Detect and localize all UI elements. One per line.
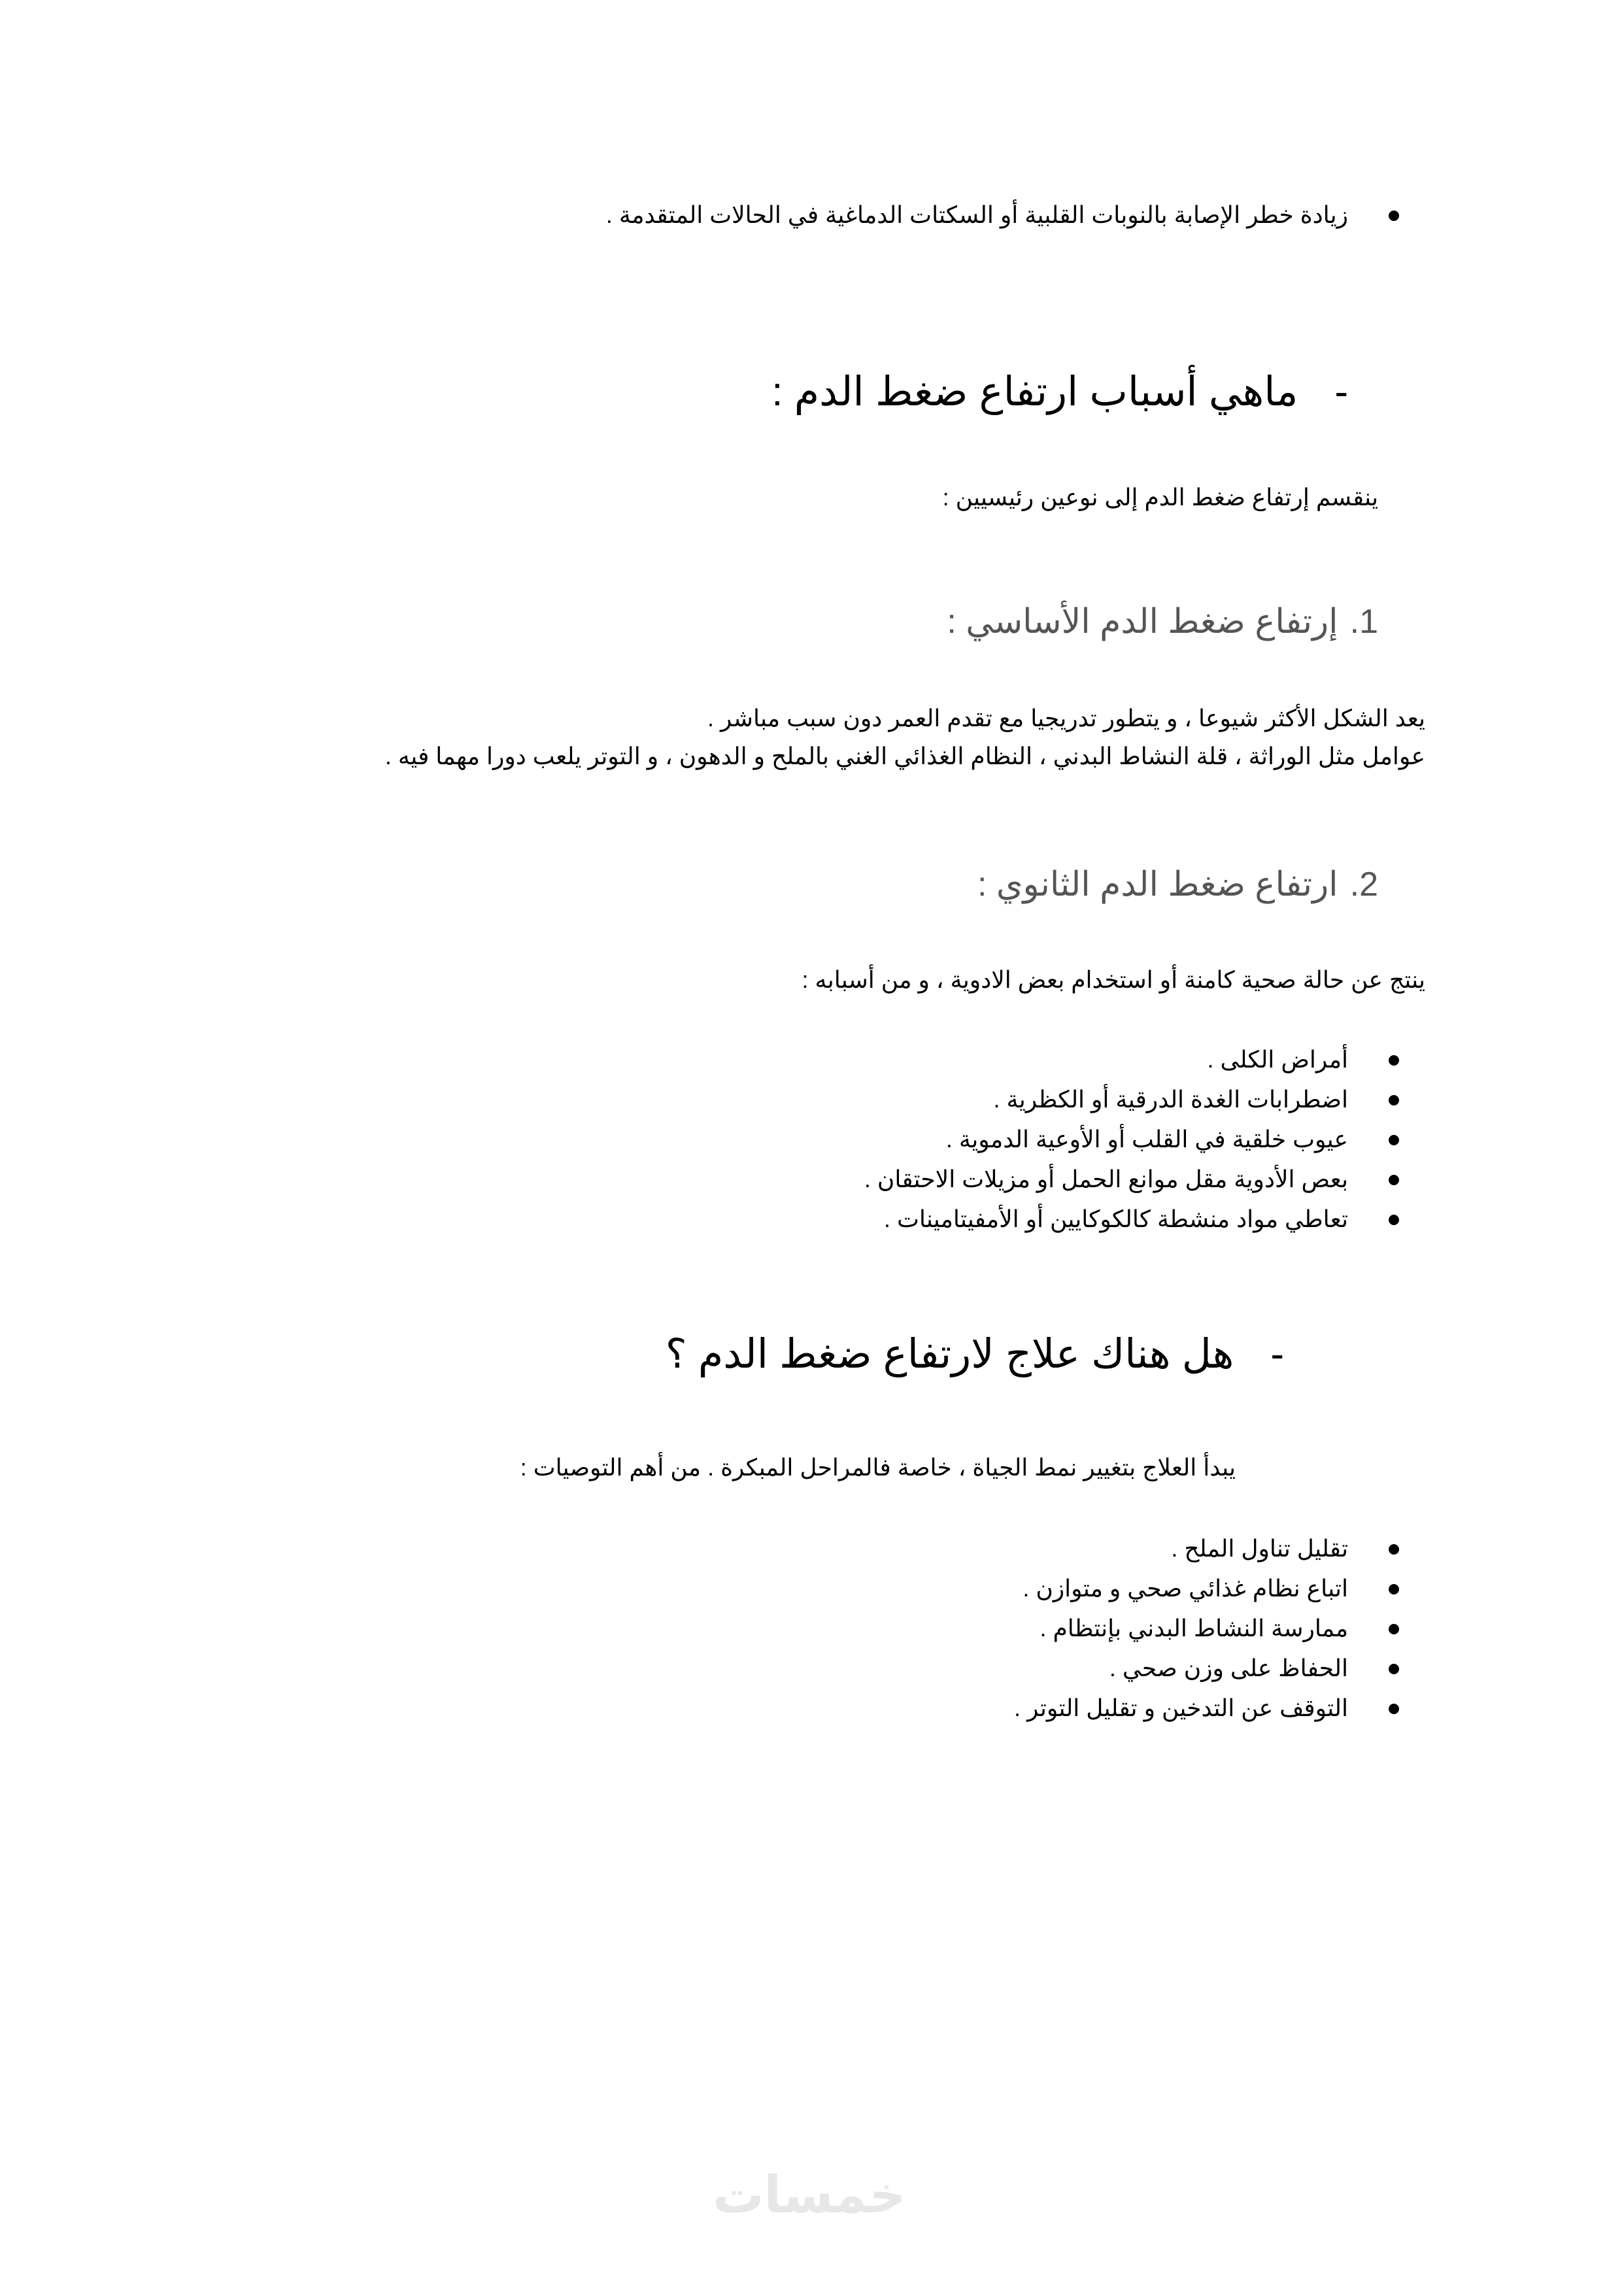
bullet-dot-icon [1389,1704,1399,1714]
bullet-dot-icon [1389,1175,1399,1185]
bullet-dot-icon [1389,1055,1399,1066]
list-item [864,1159,1348,1199]
secondary-number: 2. [1349,866,1378,903]
causes-intro: ينقسم إرتفاع ضغط الدم إلى نوعين رئيسيين : [942,484,1378,511]
causes-heading [771,366,1348,418]
secondary-title: ارتفاع ضغط الدم الثانوي : [977,866,1338,903]
list-item [1109,1648,1348,1688]
list-item [1171,1528,1348,1568]
list-item [1014,1688,1348,1728]
list-item-text: الحفاظ على وزن صحي . [1109,1655,1348,1681]
heading-dash: - [1270,1332,1284,1377]
heading-dash: - [1334,369,1348,414]
bullet-dot-icon [1389,211,1399,221]
list-item [993,1079,1348,1119]
list-item [606,195,1348,235]
bullet-dot-icon [1389,1544,1399,1555]
list-item-text: تعاطي مواد منشطة كالكوكايين أو الأمفيتامينات . [884,1206,1348,1232]
list-item-text: عيوب خلقية في القلب أو الأوعية الدموية . [945,1126,1348,1153]
list-item-text: اضطرابات الغدة الدرقية أو الكظرية . [993,1086,1348,1113]
list-item-text: تقليل تناول الملح . [1171,1535,1348,1562]
list-item-text: بعص الأدوية مقل موانع الحمل أو مزيلات الاحتقان . [864,1166,1348,1192]
bullet-dot-icon [1389,1135,1399,1145]
causes-heading-text: ماهي أسباب ارتفاع ضغط الدم : [771,369,1298,414]
secondary-intro: ينتج عن حالة صحية كامنة أو استخدام بعض الادوية ، و من أسبابه : [802,966,1425,993]
bullet-dot-icon [1389,1584,1399,1594]
watermark-logo: خمسات [713,2166,906,2223]
list-item [1023,1568,1348,1608]
primary-line-1: يعد الشكل الأكثر شيوعا ، و يتطور تدريجيا مع تقدم العمر دون سبب مباشر . [707,705,1425,732]
list-item [946,1119,1348,1159]
list-item-text: زيادة خطر الإصابة بالنوبات القلبية أو السكتات الدماغية في الحالات المتقدمة . [605,201,1348,228]
bullet-dot-icon [1389,1664,1399,1674]
treatment-intro: يبدأ العلاج بتغيير نمط الجياة ، خاصة فالمراحل المبكرة . من أهم التوصيات : [520,1454,1236,1481]
bullet-dot-icon [1389,1215,1399,1225]
treatment-heading [666,1328,1284,1381]
list-item [884,1199,1348,1239]
bullet-dot-icon [1389,1624,1399,1634]
secondary-heading [977,862,1378,907]
list-item-text: اتباع نظام غذائي صحي و متوازن . [1023,1575,1348,1602]
treatment-heading-text: هل هناك علاج لارتفاع ضغط الدم ؟ [665,1332,1234,1377]
primary-title: إرتفاع ضغط الدم الأساسي : [947,603,1338,641]
primary-number: 1. [1349,603,1378,641]
list-item-text: أمراض الكلى . [1207,1046,1348,1073]
list-item [1040,1608,1348,1648]
primary-line-2: عوامل مثل الوراثة ، قلة النشاط البدني ، النظام الغذائي الغني بالملح و الدهون ، و التوتر يلعب دورا مهما فيه . [384,743,1425,769]
bullet-dot-icon [1389,1095,1399,1105]
primary-heading [947,599,1378,645]
list-item-text: التوقف عن التدخين و تقليل التوتر . [1013,1695,1348,1721]
list-item [1208,1039,1348,1079]
list-item-text: ممارسة النشاط البدني بإنتظام . [1040,1615,1348,1642]
